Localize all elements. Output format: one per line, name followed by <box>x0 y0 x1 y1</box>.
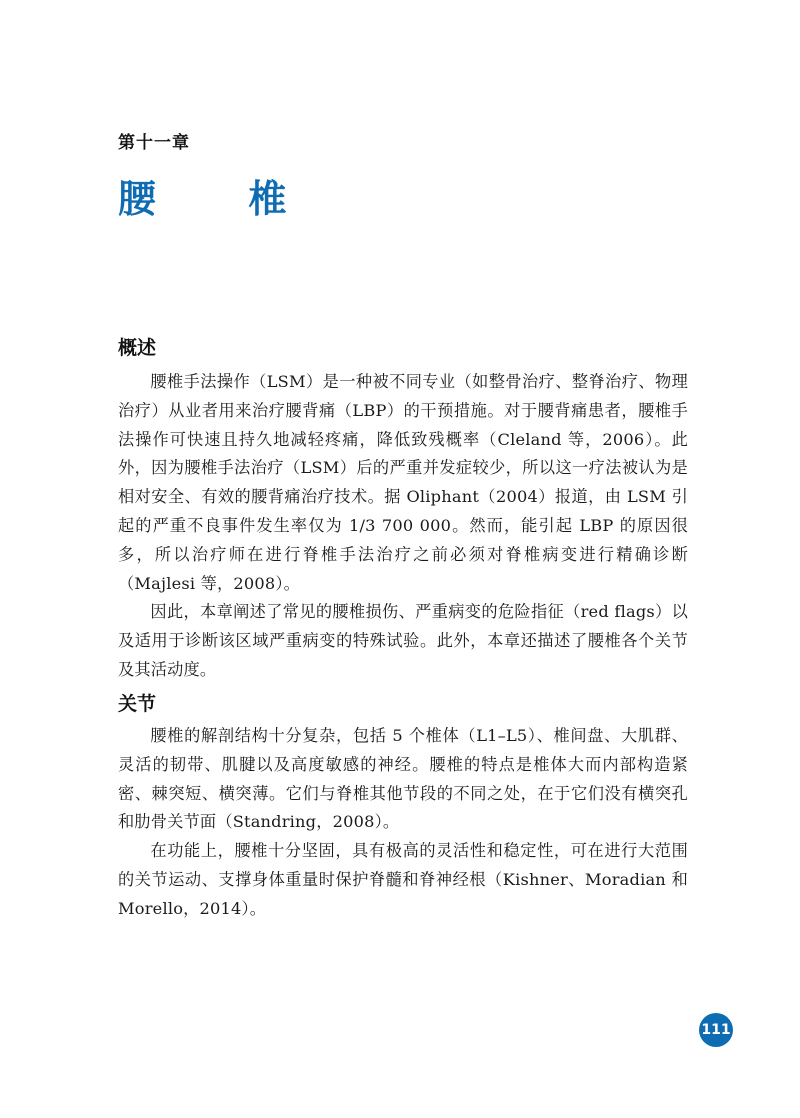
overview-body <box>118 368 688 685</box>
chapter-label: 第十一章 <box>118 133 190 153</box>
joints-paragraph-2: 在功能上，腰椎十分坚固，具有极高的灵活性和稳定性，可在进行大范围的关节运动、支撑身体重量时保护脊髓和脊神经根（Kishner、Moradian 和 Morello，2014）。 <box>118 841 688 918</box>
overview-paragraph-2: 因此，本章阐述了常见的腰椎损伤、严重病变的危险指征（red flags）以及适用于诊断该区域严重病变的特殊试验。此外，本章还描述了腰椎各个关节及其活动度。 <box>118 602 688 679</box>
chapter-title: 腰 椎 <box>118 177 309 221</box>
section-heading-joints: 关节 <box>118 693 157 715</box>
overview-paragraph-1: 腰椎手法操作（LSM）是一种被不同专业（如整骨治疗、整脊治疗、物理治疗）从业者用来治疗腰背痛（LBP）的干预措施。对于腰背痛患者，腰椎手法操作可快速且持久地减轻疼痛，降低致残概率（Cleland 等，2006）。此外，因为腰椎手法治疗（LSM）后的严重并发症较少，所以这一疗法被认为是相对安全、有效的腰背痛治疗技术。据 Oliphant（2004）报道，由 LSM 引起的严重不良事件发生率仅为 1/3 700 000。然而，能引起 LBP 的原因很多，所以治疗师在进行脊椎手法治疗之前必须对脊椎病变进行精确诊断（Majlesi 等，2008）。 <box>118 372 688 593</box>
section-heading-overview: 概述 <box>118 337 157 359</box>
page-number-badge: 111 <box>699 1013 733 1047</box>
joints-body <box>118 722 688 924</box>
joints-paragraph-1: 腰椎的解剖结构十分复杂，包括 5 个椎体（L1–L5）、椎间盘、大肌群、灵活的韧带、肌腱以及高度敏感的神经。腰椎的特点是椎体大而内部构造紧密、棘突短、横突薄。它们与脊椎其他节段的不同之处，在于它们没有横突孔和肋骨关节面（Standring，2008）。 <box>118 726 688 832</box>
